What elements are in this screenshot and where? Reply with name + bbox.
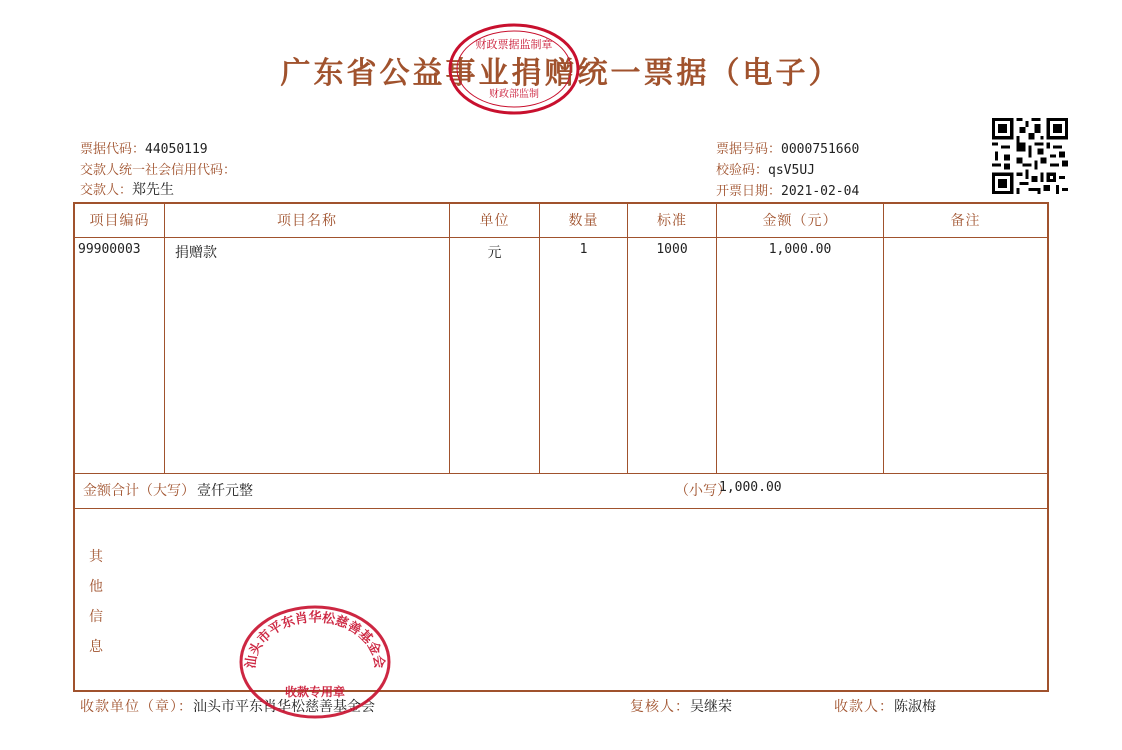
column-header-code: 项目编码 <box>89 213 150 229</box>
column-header-qty: 数量 <box>568 213 599 229</box>
bill-number-value: 0000751660 <box>781 142 860 157</box>
bill-number-label: 票据号码： <box>716 142 782 157</box>
column-header-note: 备注 <box>950 213 981 229</box>
other-info-char: 其 <box>89 549 103 565</box>
other-info-char: 信 <box>89 609 103 625</box>
cell-code: 99900003 <box>78 242 141 257</box>
document-title: 广东省公益事业捐赠统一票据（电子） <box>280 56 842 91</box>
collector-line <box>834 696 936 716</box>
column-header-name: 项目名称 <box>277 213 337 229</box>
cell-name: 捐赠款 <box>175 245 217 261</box>
total-lower-label: （小写） <box>675 483 731 499</box>
bill-code-value: 44050119 <box>145 142 208 157</box>
collector-value: 陈淑梅 <box>894 699 936 715</box>
total-lower-value: 1,000.00 <box>719 480 782 495</box>
reviewer-value: 吴继荣 <box>690 699 732 715</box>
cell-unit: 元 <box>487 245 502 261</box>
receiving-unit-value: 汕头市平东肖华松慈善基金会 <box>193 699 375 715</box>
column-header-unit: 单位 <box>479 213 510 229</box>
rows-divider <box>75 473 1047 474</box>
payer-value: 郑先生 <box>132 182 175 198</box>
payer-label: 交款人： <box>80 183 133 198</box>
other-info-char: 息 <box>89 639 103 655</box>
cell-amount: 1,000.00 <box>768 242 832 257</box>
seal-text-top: 财政票据监制章 <box>475 38 553 51</box>
total-upper-value: 壹仟元整 <box>197 483 253 499</box>
receipt-stamp <box>238 604 392 720</box>
collector-label: 收款人： <box>834 699 894 715</box>
receiving-unit-label: 收款单位（章）： <box>80 699 193 715</box>
receipt-table <box>73 202 1049 692</box>
stamp-ring-text: 汕头市平东肖华松慈善基金会 <box>243 610 387 670</box>
bill-code-label: 票据代码： <box>80 142 146 157</box>
credit-code-line <box>80 159 236 178</box>
reviewer-line <box>630 696 732 716</box>
credit-code-label: 交款人统一社会信用代码： <box>80 163 237 178</box>
bill-code-line <box>80 138 208 157</box>
issue-date-line <box>716 180 859 199</box>
col-divider <box>883 204 884 473</box>
issue-date-value: 2021-02-04 <box>781 184 860 199</box>
payer-line <box>80 179 174 199</box>
issue-date-label: 开票日期： <box>716 184 782 199</box>
column-header-standard: 标准 <box>657 213 687 229</box>
other-info-char: 他 <box>89 579 103 595</box>
check-code-label: 校验码： <box>716 163 769 178</box>
bill-number-line <box>716 138 859 157</box>
total-upper-label: 金额合计（大写） <box>83 483 195 499</box>
totals-divider <box>75 508 1047 509</box>
other-info-label <box>87 542 105 662</box>
col-divider <box>164 204 165 473</box>
column-header-amount: 金额（元） <box>762 213 838 229</box>
qr-code-icon[interactable] <box>992 118 1068 194</box>
check-code-value: qsV5UJ <box>768 163 815 178</box>
cell-qty: 1 <box>579 242 588 257</box>
stamp-center-text: 收款专用章 <box>284 685 346 699</box>
finance-supervision-seal <box>447 22 581 116</box>
cell-standard: 1000 <box>656 242 688 257</box>
svg-text:汕头市平东肖华松慈善基金会 <box>243 610 388 670</box>
reviewer-label: 复核人： <box>630 699 690 715</box>
seal-text-bottom: 财政部监制 <box>489 89 539 100</box>
check-code-line <box>716 159 815 178</box>
